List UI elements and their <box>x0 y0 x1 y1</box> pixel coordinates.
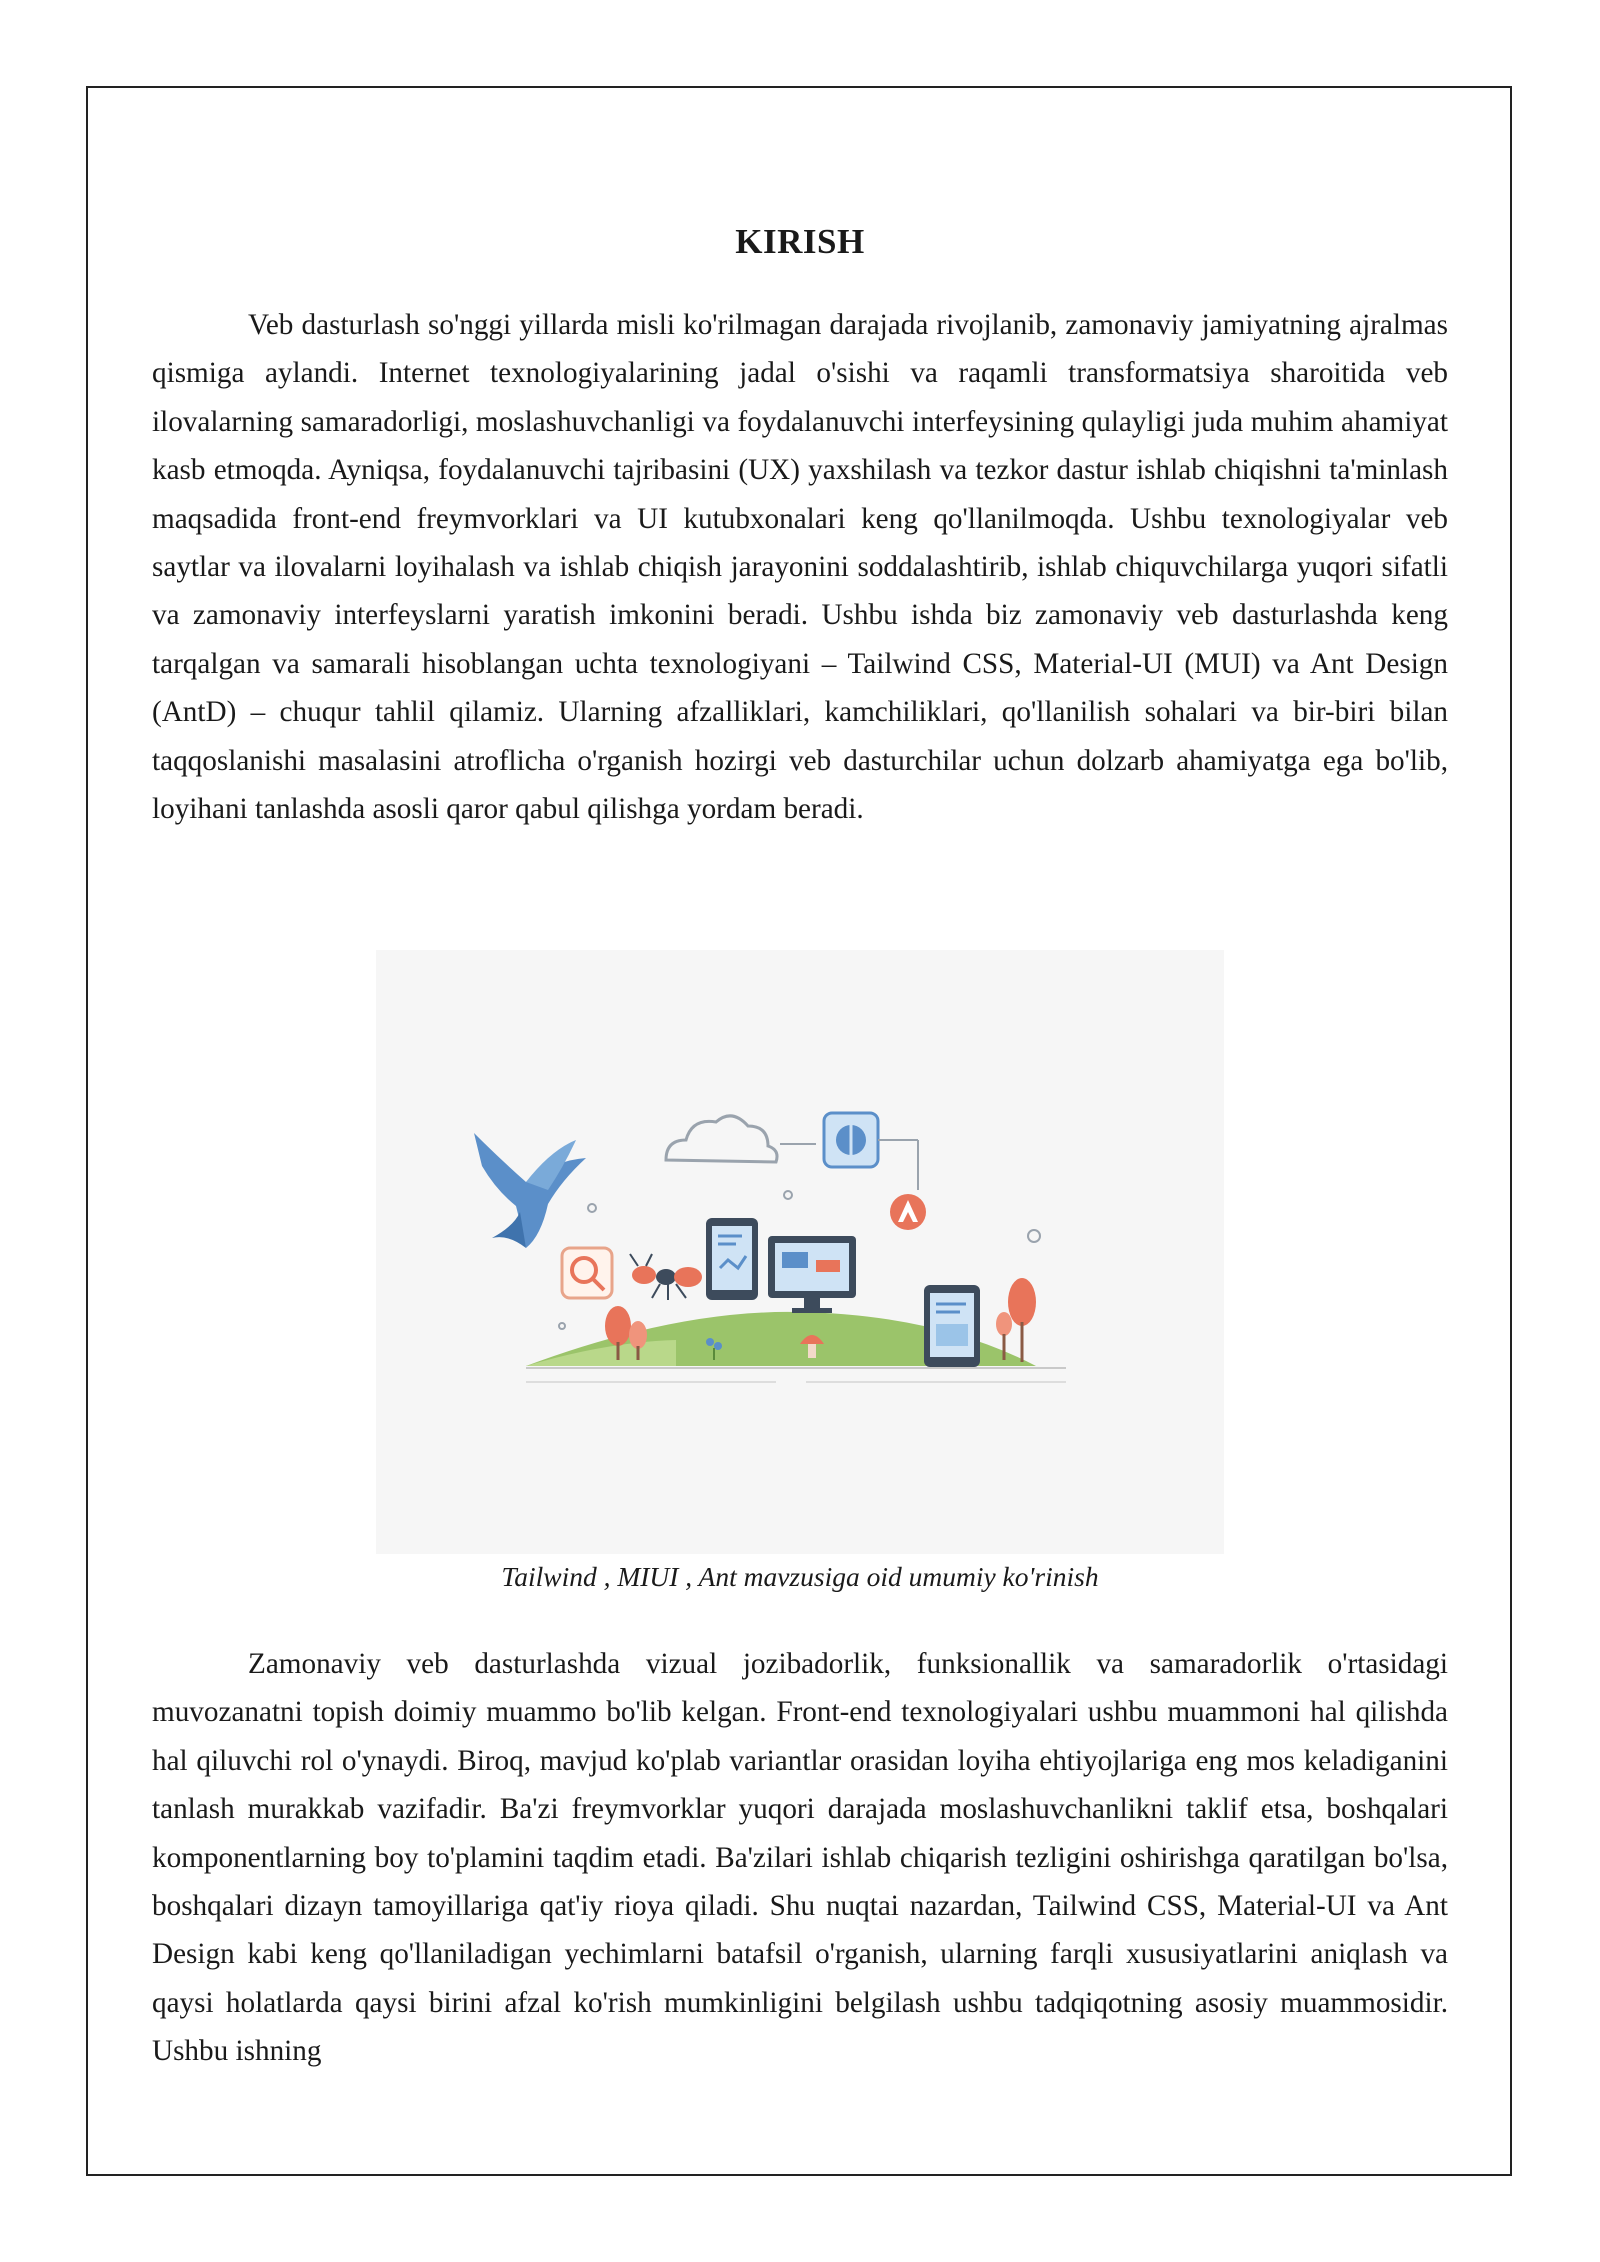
figure-caption: Tailwind , MIUI , Ant mavzusiga oid umumiy ko'rinish <box>501 1561 1099 1592</box>
search-icon <box>562 1248 612 1298</box>
paragraph-text: Veb dasturlash so'nggi yillarda misli ko'rilmagan darajada rivojlanib, zamonaviy jamiyatning ajralmas qismiga aylandi. Internet texnologiyalarining jadal o'sishi va raqamli transformatsiya sharoitida veb ilovalarning samaradorligi, moslashuvchanligi va foydalanuvchi interfeysining qulayligi juda muhim ahamiyat kasb etmoqda. Ayniqsa, foydalanuvchi tajribasini (UX) yaxshilash va tezkor dastur ishlab chiqishni ta'minlash maqsadida front-end freymvorklari va UI kutubxonalari keng qo'llanilmoqda. Ushbu texnologiyalar veb saytlar va ilovalarni loyihalash va ishlab chiqish jarayonini soddalashtirib, ishlab chiquvchilarga yuqori sifatli va zamonaviy interfeyslarni yaratish imkonini beradi. Ushbu ishda biz zamonaviy veb dasturlashda keng tarqalgan va samarali hisoblangan uchta texnologiyani – Tailwind CSS, Material-UI (MUI) va Ant Design (AntD) – chuqur tahlil qilamiz. Ularning afzalliklari, kamchiliklari, qo'llanilish sohalari va bir-biri bilan taqqoslanishi masalasini atroflicha o'rganish hozirgi veb dasturchilar uchun dolzarb ahamiyatga ega bo'lib, loyihani tanlashda asosli qaror qabul qilishga yordam beradi. <box>152 309 1448 826</box>
paragraph-text: Zamonaviy veb dasturlashda vizual jozibadorlik, funksionallik va samaradorlik o'rtasidagi muvozanatni topish doimiy muammo bo'lib kelgan. Front-end texnologiyalari ushbu muammoni hal qilishda hal qiluvchi rol o'ynaydi. Biroq, mavjud ko'plab variantlar orasidan loyiha ehtiyojlariga eng mos keladiganini tanlash murakkab vazifadir. Ba'zi freymvorklar yuqori darajada moslashuvchanlikni taklif etsa, boshqalari komponentlarning boy to'plamini taqdim etadi. Ba'zilari ishlab chiqarish tezligini oshirishga qaratilgan bo'lsa, boshqalari dizayn tamoyillariga qat'iy rioya qiladi. Shu nuqtai nazardan, Tailwind CSS, Material-UI va Ant Design kabi keng qo'llaniladigan yechimlarni batafsil o'rganish, ularning farqli xususiyatlarini aniqlash va qaysi holatlarda qaysi birini afzal ko'rish mumkinligini belgilash ushbu tadqiqotning asosiy muammosidir. Ushbu ishning <box>152 1648 1448 2068</box>
ant-design-logo-icon <box>890 1194 926 1230</box>
tablet-icon <box>706 1218 758 1300</box>
section-heading: KIRISH <box>735 222 865 261</box>
phone-icon <box>924 1285 980 1367</box>
intro-paragraph-1 <box>152 301 1448 833</box>
illustration-svg <box>376 950 1224 1554</box>
illustration-figure <box>376 950 1224 1554</box>
intro-paragraph-2 <box>152 1640 1448 2076</box>
